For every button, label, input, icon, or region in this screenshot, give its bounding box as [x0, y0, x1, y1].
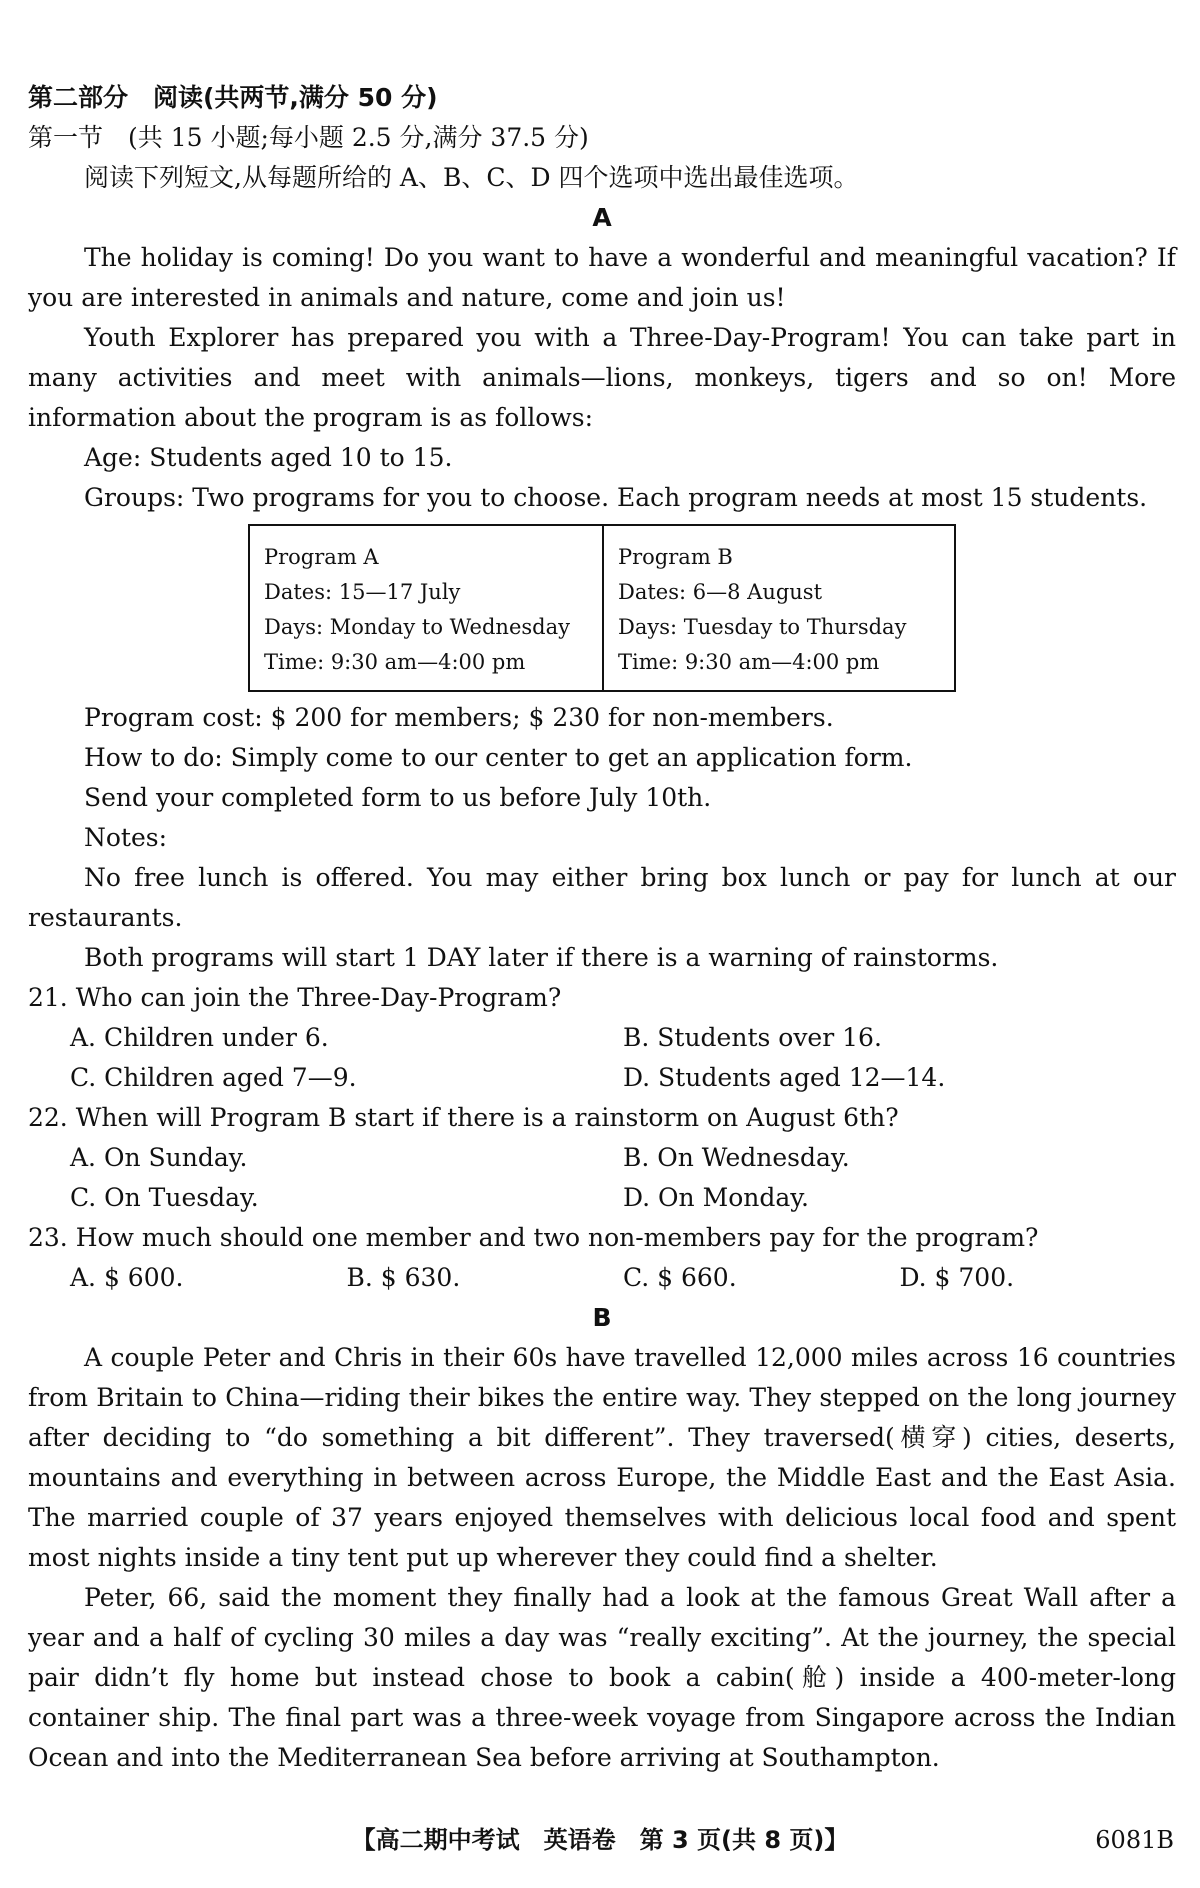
program-b-time: Time: 9:30 am—4:00 pm — [618, 650, 880, 674]
question-23-options — [28, 1258, 1176, 1298]
program-a-days: Days: Monday to Wednesday — [264, 615, 570, 639]
exam-page — [28, 78, 1176, 1778]
send-line: Send your completed form to us before July 10th. — [84, 783, 712, 812]
question-22-options-row-1 — [28, 1138, 1176, 1178]
question-22-option-d: D. On Monday. — [623, 1183, 809, 1212]
question-22-options-row-2 — [28, 1178, 1176, 1218]
how-line: How to do: Simply come to our center to get an application form. — [84, 743, 913, 772]
program-a-dates: Dates: 15—17 July — [264, 580, 461, 604]
passage-a-paragraph-2: Youth Explorer has prepared you with a Three-Day-Program! You can take part in many activities and meet with animals—lions, monkeys, tigers and so on! More information about the program is as follows: — [28, 323, 1176, 432]
question-22-option-a: A. On Sunday. — [70, 1143, 248, 1172]
question-21-option-a: A. Children under 6. — [70, 1023, 329, 1052]
question-21-options-row-2 — [28, 1058, 1176, 1098]
program-b-dates: Dates: 6—8 August — [618, 580, 823, 604]
passage-b-paragraph-1: A couple Peter and Chris in their 60s have travelled 12,000 miles across 16 countries from Britain to China—riding their bikes the entire way. They stepped on the long journey after deciding to “do something a bit different”. They traversed(横穿) cities, deserts, mountains and everything in between across Europe, the Middle East and the East Asia. The married couple of 37 years enjoyed themselves with delicious local food and spent most nights inside a tiny tent put up wherever they could find a shelter. — [28, 1343, 1176, 1572]
question-23-option-c: C. $ 660. — [623, 1263, 737, 1292]
question-23-option-d: D. $ 700. — [899, 1263, 1015, 1292]
instructions: 阅读下列短文,从每题所给的 A、B、C、D 四个选项中选出最佳选项。 — [84, 163, 859, 192]
question-21-option-d: D. Students aged 12—14. — [623, 1063, 946, 1092]
program-a-time: Time: 9:30 am—4:00 pm — [264, 650, 526, 674]
question-21-options-row-1 — [28, 1018, 1176, 1058]
question-21-option-c: C. Children aged 7—9. — [70, 1063, 357, 1092]
passage-a-label: A — [592, 203, 612, 232]
question-23-option-a: A. $ 600. — [70, 1263, 184, 1292]
question-22-option-c: C. On Tuesday. — [70, 1183, 259, 1212]
passage-b-label: B — [592, 1303, 612, 1332]
program-b-name: Program B — [618, 545, 733, 569]
question-23-stem: 23. How much should one member and two non-members pay for the program? — [28, 1223, 1039, 1252]
program-b-cell — [602, 526, 954, 690]
program-table — [248, 524, 956, 692]
question-21-stem: 21. Who can join the Three-Day-Program? — [28, 983, 562, 1012]
page-footer — [0, 1820, 1200, 1860]
question-22-option-b: B. On Wednesday. — [623, 1143, 850, 1172]
age-line: Age: Students aged 10 to 15. — [84, 443, 453, 472]
program-a-name: Program A — [264, 545, 379, 569]
program-a-cell — [250, 526, 602, 690]
footer-title: 【高二期中考试 英语卷 第 3 页(共 8 页)】 — [351, 1826, 849, 1854]
note-1: No free lunch is offered. You may either bring box lunch or pay for lunch at our restaurants. — [28, 863, 1176, 932]
question-22-stem: 22. When will Program B start if there is a rainstorm on August 6th? — [28, 1103, 899, 1132]
paper-code: 6081B — [1095, 1826, 1174, 1854]
note-2: Both programs will start 1 DAY later if there is a warning of rainstorms. — [84, 943, 999, 972]
notes-label: Notes: — [84, 823, 168, 852]
passage-a-paragraph-1: The holiday is coming! Do you want to have a wonderful and meaningful vacation? If you are interested in animals and nature, come and join us! — [28, 243, 1176, 312]
groups-line: Groups: Two programs for you to choose. Each program needs at most 15 students. — [84, 483, 1148, 512]
passage-b-paragraph-2: Peter, 66, said the moment they finally had a look at the famous Great Wall after a year and a half of cycling 30 miles a day was “really exciting”. At the journey, the special pair didn’t fly home but instead chose to book a cabin(舱) inside a 400-meter-long container ship. The final part was a three-week voyage from Singapore across the Indian Ocean and into the Mediterranean Sea before arriving at Southampton. — [28, 1583, 1176, 1772]
cost-line: Program cost: $ 200 for members; $ 230 for non-members. — [84, 703, 834, 732]
program-b-days: Days: Tuesday to Thursday — [618, 615, 907, 639]
subsection-title: 第一节 (共 15 小题;每小题 2.5 分,满分 37.5 分) — [28, 123, 589, 152]
section-title: 第二部分 阅读(共两节,满分 50 分) — [28, 83, 438, 112]
question-21-option-b: B. Students over 16. — [623, 1023, 882, 1052]
question-23-option-b: B. $ 630. — [346, 1263, 461, 1292]
